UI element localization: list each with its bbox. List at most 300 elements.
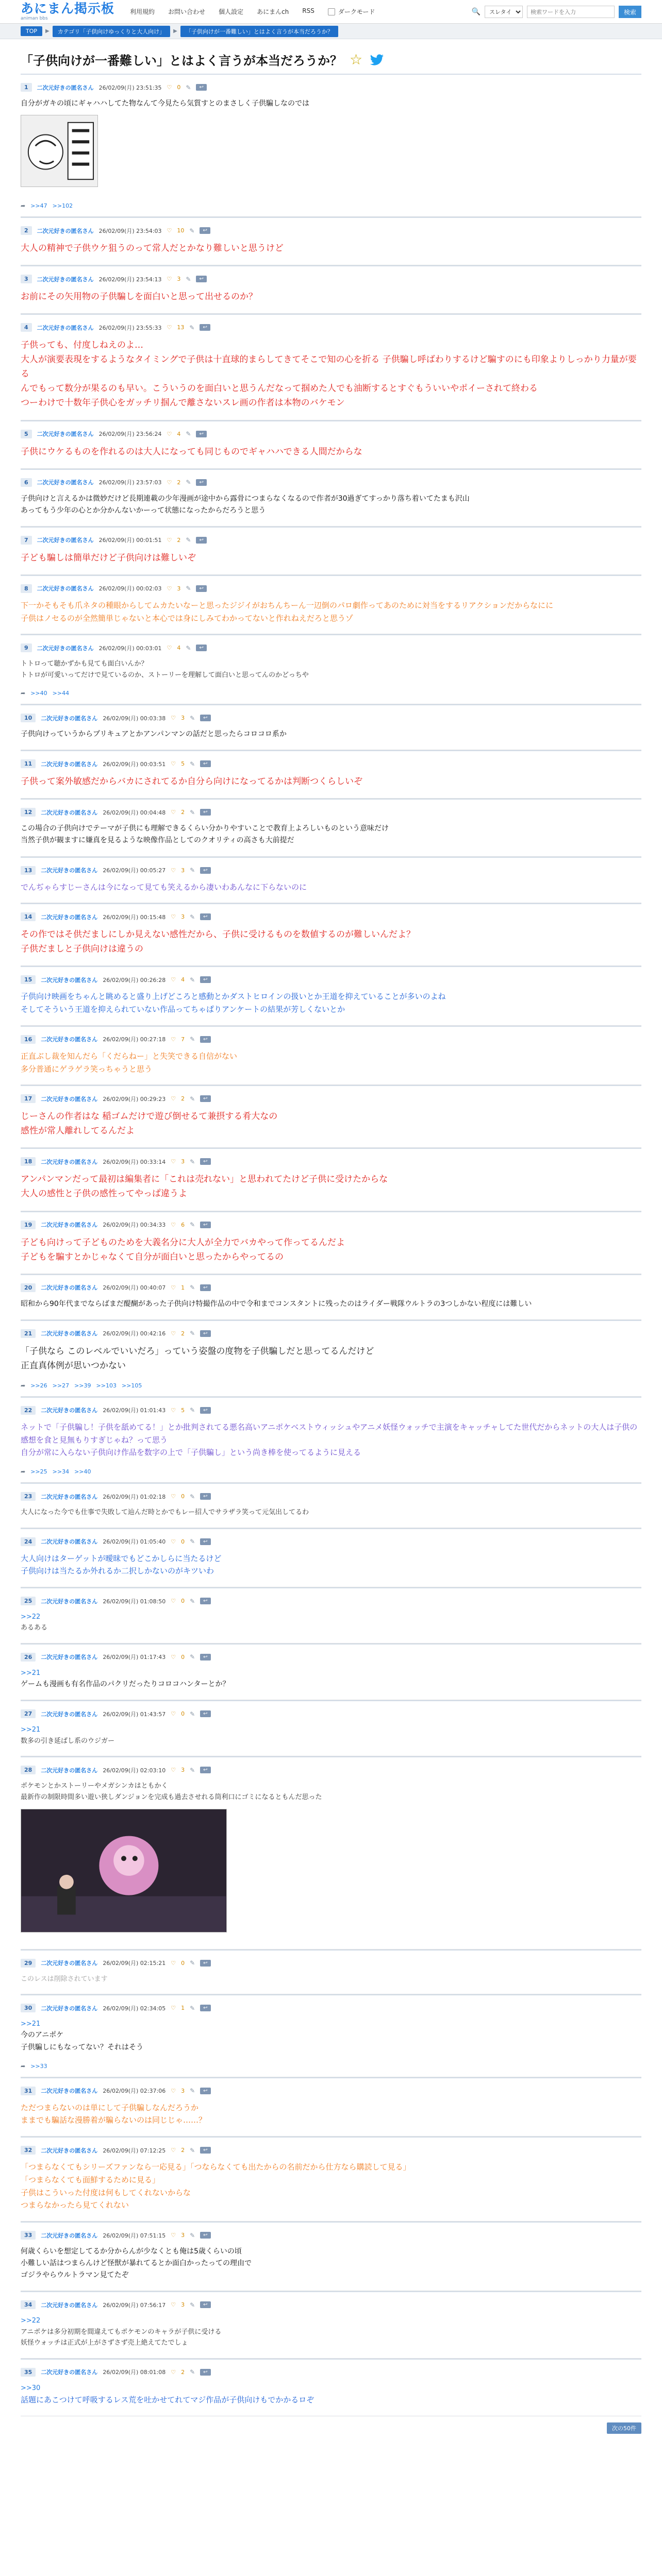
reply-anchor-link[interactable]: >>40: [30, 690, 47, 697]
reply-button[interactable]: ↩: [200, 2147, 210, 2154]
like-icon[interactable]: ♡: [171, 1538, 176, 1545]
post-header: [21, 74, 641, 97]
like-icon[interactable]: ♡: [171, 809, 176, 816]
poster-name: 二次元好きの匿名さん: [41, 1767, 98, 1774]
like-count: 2: [177, 536, 181, 544]
post-line: 大人向けはターゲットが曖昧でもどこかしらに当たるけど: [21, 1553, 222, 1563]
post-header: [21, 2359, 641, 2382]
like-icon[interactable]: ♡: [171, 1653, 176, 1660]
nav-terms[interactable]: 利用規約: [130, 8, 155, 15]
comment-icon[interactable]: ✎: [190, 1406, 195, 1414]
post-body: [21, 289, 641, 313]
comment-icon[interactable]: ✎: [190, 2087, 195, 2095]
post-line: 子どもを騙すとかじゃなくて自分が面白いと思ったからやってるの: [21, 1251, 284, 1262]
nav-contact[interactable]: お問い合わせ: [168, 8, 206, 15]
reply-button[interactable]: ↩: [200, 1222, 210, 1228]
post-line: 正直ぶし裁を知んだら「くだらねー」と失笑できる自信がない: [21, 1051, 238, 1061]
reply-button[interactable]: ↩: [200, 1538, 210, 1545]
poster-name: 二次元好きの匿名さん: [41, 809, 98, 816]
post-body: [21, 1611, 641, 1643]
like-icon[interactable]: ♡: [167, 430, 172, 437]
like-count: 3: [181, 867, 185, 874]
post-header: [21, 966, 641, 989]
post-line: 感性が常人離れしてるんだよ: [21, 1126, 135, 1137]
comment-icon[interactable]: ✎: [186, 585, 191, 592]
manga-panel-image[interactable]: [21, 115, 98, 187]
post-date: 26/02/09(月) 01:43:57: [103, 1710, 166, 1718]
like-icon[interactable]: ♡: [171, 1959, 176, 1967]
reply-anchor-link[interactable]: >>25: [30, 1468, 47, 1476]
breadcrumb: [0, 24, 662, 39]
poster-name: 二次元好きの匿名さん: [41, 1960, 98, 1967]
reply-button[interactable]: ↩: [196, 84, 206, 91]
post-header: [21, 1148, 641, 1171]
reply-button[interactable]: ↩: [200, 1284, 210, 1291]
like-icon[interactable]: ♡: [171, 867, 176, 874]
reply-anchor-link[interactable]: >>103: [96, 1382, 117, 1389]
like-icon[interactable]: ♡: [171, 1598, 176, 1604]
reply-button[interactable]: ↩: [200, 2232, 210, 2239]
post-number[interactable]: 9: [21, 643, 32, 652]
post: [21, 857, 641, 904]
comment-icon[interactable]: ✎: [189, 227, 195, 234]
dark-mode-toggle[interactable]: [328, 7, 375, 16]
reply-button[interactable]: ↩: [200, 1960, 210, 1967]
post-number[interactable]: 6: [21, 478, 32, 487]
post-line: 数多の引き延ばし系のウジガー: [21, 1737, 115, 1745]
post-line: ゴジラやらウルトラマン見てたぞ: [21, 2271, 129, 2280]
post-number[interactable]: 1: [21, 83, 32, 92]
comment-icon[interactable]: ✎: [190, 1766, 195, 1774]
reply-anchor-link[interactable]: >>105: [121, 1382, 142, 1389]
like-icon[interactable]: ♡: [167, 645, 172, 652]
comment-icon[interactable]: ✎: [190, 2301, 195, 2309]
page-title: 「子供向けが一番難しい」とはよく言うが本当だろうか？: [21, 54, 342, 68]
post-date: 26/02/09(月) 07:51:15: [103, 2232, 166, 2239]
reply-button[interactable]: ↩: [196, 431, 206, 437]
like-icon[interactable]: ♡: [171, 1406, 176, 1414]
poster-name: 二次元好きの匿名さん: [41, 867, 98, 874]
like-count: 3: [177, 585, 181, 592]
reply-button[interactable]: ↩: [200, 1158, 210, 1165]
reply-button[interactable]: ↩: [200, 227, 210, 234]
like-count: 0: [181, 1538, 185, 1545]
reply-anchor-link[interactable]: >>39: [74, 1382, 91, 1389]
reply-links: [21, 1382, 641, 1396]
comment-icon[interactable]: ✎: [190, 1538, 195, 1545]
comment-icon[interactable]: ✎: [190, 714, 195, 722]
reply-button[interactable]: ↩: [200, 324, 210, 331]
post-header: [21, 1528, 641, 1551]
post-number[interactable]: 15: [21, 975, 36, 984]
comment-icon[interactable]: ✎: [190, 1597, 195, 1605]
post-date: 26/02/09(月) 23:56:24: [98, 431, 162, 438]
post-body: [21, 337, 641, 419]
like-count: 1: [181, 1284, 185, 1291]
breadcrumb-category[interactable]: カテゴリ「子供向けゆっくりと大人向け」: [53, 26, 170, 37]
poster-name: 二次元好きの匿名さん: [41, 1158, 98, 1165]
like-icon[interactable]: ♡: [171, 2005, 176, 2012]
like-count: 6: [181, 1221, 185, 1228]
reply-button[interactable]: ↩: [200, 867, 210, 874]
reply-button[interactable]: ↩: [200, 2005, 210, 2011]
like-icon[interactable]: ♡: [171, 913, 176, 921]
reply-button[interactable]: ↩: [200, 1710, 210, 1717]
like-icon[interactable]: ♡: [171, 715, 176, 722]
like-icon[interactable]: ♡: [171, 1710, 176, 1718]
post-header: [21, 527, 641, 550]
like-icon[interactable]: ♡: [171, 2301, 176, 2309]
comment-icon[interactable]: ✎: [190, 1653, 195, 1661]
comment-icon[interactable]: ✎: [190, 867, 195, 874]
post: [21, 1643, 641, 1701]
nav-animanch[interactable]: あにまんch: [257, 8, 289, 15]
post-number[interactable]: 19: [21, 1221, 36, 1229]
comment-icon[interactable]: ✎: [190, 2146, 195, 2154]
checkbox-icon[interactable]: [328, 8, 335, 15]
reply-button[interactable]: ↩: [200, 976, 210, 983]
post-line[interactable]: >>30: [21, 2384, 41, 2392]
comment-icon[interactable]: ✎: [186, 644, 191, 652]
nav-settings[interactable]: 個人設定: [219, 8, 244, 15]
game-screenshot-image[interactable]: [21, 1809, 227, 1933]
post-line: でんぢゃらすじーさんは今になって見ても笑えるから凄いわあんなに下らないのに: [21, 882, 307, 892]
reply-button[interactable]: ↩: [200, 1036, 210, 1043]
post: [21, 1587, 641, 1643]
reply-button[interactable]: ↩: [196, 537, 206, 544]
post-number[interactable]: 13: [21, 866, 36, 875]
post-header: [21, 469, 641, 492]
poster-name: 二次元好きの匿名さん: [41, 976, 98, 984]
poster-name: 二次元好きの匿名さん: [41, 1095, 98, 1103]
like-icon[interactable]: ♡: [171, 1493, 176, 1500]
post-body: [21, 1551, 641, 1587]
breadcrumb-top[interactable]: TOP: [21, 26, 42, 36]
comment-icon[interactable]: ✎: [190, 1959, 195, 1967]
poster-name: 二次元好きの匿名さん: [41, 1284, 98, 1292]
comment-icon[interactable]: ✎: [190, 1158, 195, 1165]
like-icon[interactable]: ♡: [171, 1095, 176, 1103]
like-icon[interactable]: ♡: [167, 536, 172, 544]
post: [21, 2291, 641, 2358]
post-number[interactable]: 18: [21, 1157, 36, 1166]
nav-rss[interactable]: RSS: [302, 7, 315, 14]
like-count: 3: [181, 1158, 185, 1165]
post-line[interactable]: >>21: [21, 2020, 41, 2028]
comment-icon[interactable]: ✎: [189, 324, 195, 331]
post-header: [21, 799, 641, 822]
post-number[interactable]: 14: [21, 912, 36, 921]
reply-button[interactable]: ↩: [200, 1767, 210, 1773]
post-date: 26/02/09(月) 00:03:51: [103, 760, 166, 768]
search-input[interactable]: [527, 6, 615, 18]
reply-anchor-link[interactable]: >>27: [52, 1382, 70, 1389]
poster-name: 二次元好きの匿名さん: [41, 715, 98, 722]
reply-button[interactable]: ↩: [196, 479, 206, 486]
post-number[interactable]: 24: [21, 1537, 36, 1546]
post-number[interactable]: 7: [21, 536, 32, 545]
comment-icon[interactable]: ✎: [190, 1036, 195, 1043]
site-logo[interactable]: [21, 2, 114, 21]
like-count: 2: [181, 809, 185, 816]
post-date: 26/02/09(月) 23:54:13: [98, 276, 162, 283]
favorite-star-icon[interactable]: ☆: [350, 51, 363, 68]
reply-button[interactable]: ↩: [200, 2088, 210, 2094]
search-button[interactable]: 検索: [619, 6, 641, 18]
comment-icon[interactable]: ✎: [190, 808, 195, 816]
like-count: 3: [181, 2232, 185, 2239]
post-line: この場合の子供向けでテーマが子供にも理解できるくらい分かりやすいことで教育上よろしいものという意味だけ: [21, 824, 389, 833]
like-icon[interactable]: ♡: [171, 760, 176, 768]
reply-button[interactable]: ↩: [200, 1330, 210, 1337]
post: [21, 527, 641, 575]
post-body: [21, 1420, 641, 1468]
post-number[interactable]: 22: [21, 1406, 36, 1415]
post-number[interactable]: 26: [21, 1653, 36, 1662]
post-body: [21, 773, 641, 798]
comment-icon[interactable]: ✎: [186, 275, 191, 283]
post-body: [21, 1049, 641, 1085]
post-number[interactable]: 35: [21, 2368, 36, 2377]
post-line: ただつまらないのは単にして子供騙しなんだろうか: [21, 2103, 199, 2112]
comment-icon[interactable]: ✎: [190, 1095, 195, 1103]
like-icon[interactable]: ♡: [167, 479, 172, 486]
post-line: 大人が演要表現をするようなタイミングで子供は十直球的まらしてきてそこで知の心を折る 子供騙し呼ばわりするけど騙すのにも印象よりしっかり力量が要る: [21, 354, 637, 380]
header-nav: [130, 7, 315, 16]
post-line[interactable]: >>21: [21, 1726, 41, 1734]
post-header: [21, 1950, 641, 1973]
post-body: [21, 492, 641, 526]
reply-anchor-link[interactable]: >>40: [74, 1468, 91, 1476]
post: [21, 1148, 641, 1211]
like-icon[interactable]: ♡: [171, 1767, 176, 1774]
post-date: 26/02/09(月) 08:01:08: [103, 2369, 166, 2376]
post-line: その作ではそ供だましにしか見えない感性だから、子供に受けるものを数値するのが難しいんだよ？: [21, 929, 415, 940]
comment-icon[interactable]: ✎: [190, 1493, 195, 1500]
comment-icon[interactable]: ✎: [186, 479, 191, 486]
like-icon[interactable]: ♡: [171, 1036, 176, 1043]
post-body: [21, 1343, 641, 1382]
post-line: お前にその矢用物の子供騙しを面白いと思って出せるのか？: [21, 292, 257, 302]
post-line: 話題にあこつけて呼吸するレス荒を吐かせてれてマジ作品が子供向けもでかかるロぞ: [21, 2395, 315, 2405]
comment-icon[interactable]: ✎: [190, 2231, 195, 2239]
like-count: 2: [181, 1095, 185, 1103]
post-number[interactable]: 16: [21, 1035, 36, 1044]
post-date: 26/02/09(月) 01:05:40: [103, 1538, 166, 1545]
poster-name: 二次元好きの匿名さん: [41, 913, 98, 921]
like-icon[interactable]: ♡: [171, 1284, 176, 1291]
reply-button[interactable]: ↩: [200, 2369, 210, 2376]
poster-name: 二次元好きの匿名さん: [41, 1330, 98, 1337]
like-icon[interactable]: ♡: [171, 2232, 176, 2239]
post-date: 26/02/09(月) 23:55:33: [98, 324, 162, 331]
reply-button[interactable]: ↩: [196, 276, 206, 282]
reply-links: [21, 690, 641, 704]
post-header: [21, 1274, 641, 1297]
post-date: 26/02/09(月) 02:15:21: [103, 1960, 166, 1967]
like-icon[interactable]: ♡: [167, 276, 172, 283]
post-number[interactable]: 31: [21, 2087, 36, 2095]
like-icon[interactable]: ♡: [171, 2368, 176, 2376]
like-icon[interactable]: ♡: [171, 2087, 176, 2094]
post-line: 今のアニポケ: [21, 2031, 64, 2040]
like-icon[interactable]: ♡: [167, 585, 172, 592]
post-number[interactable]: 21: [21, 1329, 36, 1338]
post-number[interactable]: 27: [21, 1709, 36, 1718]
reply-button[interactable]: ↩: [200, 760, 210, 767]
post-number[interactable]: 23: [21, 1492, 36, 1501]
reply-button[interactable]: ↩: [200, 809, 210, 816]
post-body: [21, 727, 641, 750]
post-line: 大人の感性と子供の感性ってやっぱ違うよ: [21, 1189, 187, 1199]
post-body: [21, 2314, 641, 2358]
post-body: [21, 598, 641, 634]
post-number[interactable]: 34: [21, 2300, 36, 2309]
reply-anchor-link[interactable]: >>33: [30, 2062, 47, 2070]
post-number[interactable]: 11: [21, 759, 36, 768]
poster-name: 二次元好きの匿名さん: [37, 479, 94, 486]
post-number[interactable]: 17: [21, 1094, 36, 1103]
comment-icon[interactable]: ✎: [190, 2004, 195, 2012]
like-count: 0: [181, 1710, 185, 1718]
post-date: 26/02/09(月) 01:01:43: [103, 1407, 166, 1414]
like-icon[interactable]: ♡: [171, 2147, 176, 2154]
reply-anchor-link[interactable]: >>34: [52, 1468, 70, 1476]
post-number[interactable]: 8: [21, 584, 32, 593]
comment-icon[interactable]: ✎: [190, 1284, 195, 1292]
post-number[interactable]: 20: [21, 1283, 36, 1292]
comment-icon[interactable]: ✎: [190, 1710, 195, 1718]
logo-text[interactable]: あにまん掲示板: [21, 1, 115, 16]
poster-name: 二次元好きの匿名さん: [41, 2088, 98, 2095]
post-number[interactable]: 30: [21, 2004, 36, 2012]
post-number[interactable]: 25: [21, 1597, 36, 1605]
reply-button[interactable]: ↩: [200, 1598, 210, 1604]
post-header: [21, 1211, 641, 1234]
post-line[interactable]: >>22: [21, 1613, 41, 1621]
post-date: 26/02/09(月) 00:26:28: [103, 976, 166, 984]
post-date: 26/02/09(月) 00:05:27: [103, 867, 166, 874]
post-line: 下一かそもそも爪ネタの種眼からしてムカたいなーと思ったジジイがおちんちーん一辺倒のパロ劇作ってあのために対当をするリアクションだからなにに: [21, 600, 554, 610]
post-number[interactable]: 3: [21, 275, 32, 283]
reply-anchor-link[interactable]: >>44: [52, 690, 70, 697]
poster-name: 二次元好きの匿名さん: [41, 1222, 98, 1229]
like-count: 5: [181, 760, 185, 768]
like-icon[interactable]: ♡: [167, 84, 172, 91]
comment-icon[interactable]: ✎: [186, 430, 191, 438]
comment-icon[interactable]: ✎: [190, 976, 195, 984]
post-number[interactable]: 33: [21, 2231, 36, 2240]
next-page-button[interactable]: 次の50件: [607, 2422, 641, 2434]
reply-button[interactable]: ↩: [196, 645, 206, 651]
post-body: [21, 989, 641, 1025]
reply-anchor-link[interactable]: >>26: [30, 1382, 47, 1389]
post-number[interactable]: 4: [21, 323, 32, 332]
post-line[interactable]: >>22: [21, 2317, 41, 2325]
post-number[interactable]: 29: [21, 1959, 36, 1968]
poster-name: 二次元好きの匿名さん: [37, 537, 94, 544]
post-date: 26/02/09(月) 02:03:10: [103, 1767, 166, 1774]
post-number[interactable]: 28: [21, 1766, 36, 1774]
like-icon[interactable]: ♡: [171, 1158, 176, 1165]
post-line: そしてそういう王道を抑えられていない作品ってちゃぱりアンケートの結果が芳しくないとか: [21, 1005, 345, 1014]
search-scope-select[interactable]: [485, 6, 523, 18]
reply-anchor-link[interactable]: >>47: [30, 202, 47, 210]
post-header: [21, 1085, 641, 1108]
poster-name: 二次元好きの匿名さん: [41, 1598, 98, 1605]
like-icon[interactable]: ♡: [171, 1330, 176, 1337]
comment-icon[interactable]: ✎: [186, 83, 191, 91]
reply-button[interactable]: ↩: [200, 1095, 210, 1102]
like-count: 2: [181, 2368, 185, 2376]
post-line: 子供って案外敏感だからバカにされてるか自分ら向けになってるかは判断つくらしいぞ: [21, 776, 362, 787]
post-number[interactable]: 10: [21, 714, 36, 722]
reply-button[interactable]: ↩: [200, 1654, 210, 1660]
comment-icon[interactable]: ✎: [190, 1221, 195, 1229]
like-count: 4: [181, 976, 185, 984]
reply-button[interactable]: ↩: [200, 2301, 210, 2308]
post-body: [21, 2245, 641, 2291]
post-line: トトロが可愛いってだけで見ているのか、ストーリーを理解して面白いと思ってんのかどっちや: [21, 671, 309, 679]
like-icon[interactable]: ♡: [167, 227, 172, 234]
post-date: 26/02/09(月) 00:27:18: [103, 1036, 166, 1043]
post-number[interactable]: 2: [21, 226, 32, 235]
post-line: 多分普通にゲラゲラ笑っちゃうと思う: [21, 1064, 153, 1074]
post-header: [21, 1643, 641, 1667]
post-line[interactable]: >>21: [21, 1669, 41, 1677]
post-number[interactable]: 5: [21, 430, 32, 438]
post-header: [21, 1026, 641, 1049]
like-icon[interactable]: ♡: [171, 1221, 176, 1228]
comment-icon[interactable]: ✎: [186, 536, 191, 544]
post-body: [21, 1234, 641, 1274]
twitter-bird-icon[interactable]: [370, 54, 384, 65]
reply-button[interactable]: ↩: [196, 585, 206, 592]
post-header: [21, 1397, 641, 1420]
poster-name: 二次元好きの匿名さん: [41, 1493, 98, 1500]
poster-name: 二次元好きの匿名さん: [41, 1036, 98, 1043]
post-body: [21, 1667, 641, 1700]
comment-icon[interactable]: ✎: [190, 760, 195, 768]
post-header: [21, 2222, 641, 2245]
like-icon[interactable]: ♡: [167, 324, 172, 331]
post-line: アンパンマンだって最初は編集者に「これは売れない」と思われてたけど子供に受けたからな: [21, 1174, 388, 1185]
thread-main: [0, 39, 662, 2440]
post-header: [21, 2291, 641, 2314]
breadcrumb-thread[interactable]: 「子供向けが一番難しい」とはよく言うが本当だろうか？: [180, 26, 338, 37]
post-date: 26/02/09(月) 00:15:48: [103, 913, 166, 921]
reply-button[interactable]: ↩: [200, 1407, 210, 1414]
post-number[interactable]: 32: [21, 2146, 36, 2155]
post-number[interactable]: 12: [21, 808, 36, 817]
comment-icon[interactable]: ✎: [190, 1330, 195, 1337]
reply-button[interactable]: ↩: [200, 913, 210, 920]
post: [21, 74, 641, 217]
post-line: 子供はノセるのが全然簡単じゃないと本心では身にしみてわかってないと作れねえだろと思うゾ: [21, 613, 353, 623]
post: [21, 1397, 641, 1483]
reply-button[interactable]: ↩: [200, 715, 210, 721]
post-header: [21, 1587, 641, 1611]
post-header: [21, 217, 641, 240]
comment-icon[interactable]: ✎: [190, 2368, 195, 2376]
post-date: 26/02/09(月) 00:40:07: [103, 1284, 166, 1292]
like-icon[interactable]: ♡: [171, 976, 176, 984]
comment-icon[interactable]: ✎: [190, 913, 195, 921]
reply-anchor-link[interactable]: >>102: [52, 202, 73, 210]
post-line: このレスは削除されています: [21, 1975, 108, 1983]
reply-button[interactable]: ↩: [200, 1493, 210, 1500]
post-line: 子ども騙しは簡単だけど子供向けは難しいぞ: [21, 552, 196, 563]
